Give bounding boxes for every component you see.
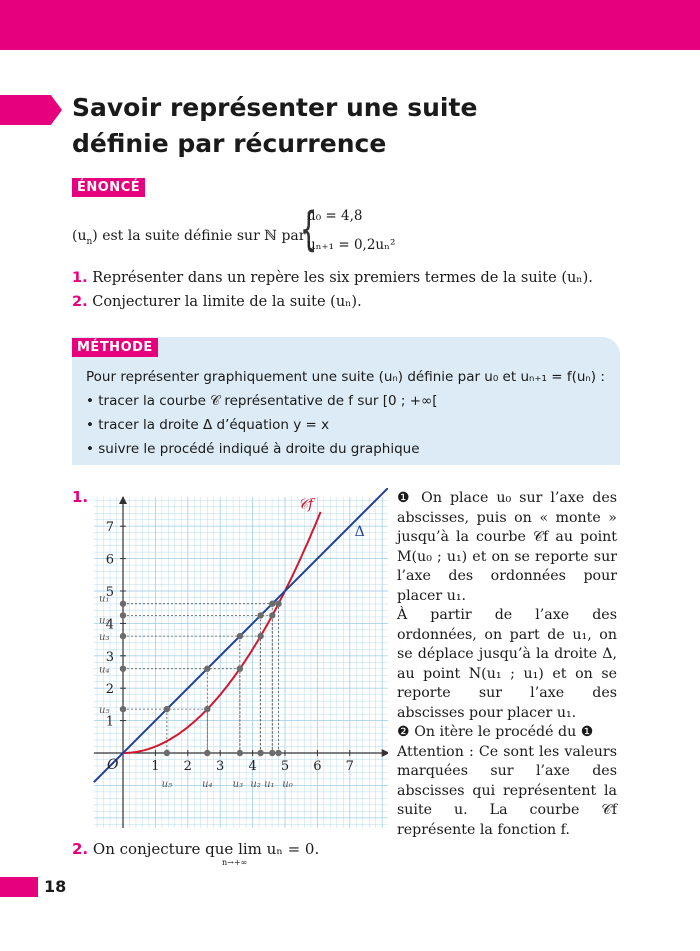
curve-cf [123,512,321,753]
methode-line: • tracer la courbe 𝒞 représentative de f sur [0 ; +∞[ [86,393,438,409]
x-term-label: u₀ [282,779,293,790]
methode-line: • suivre le procédé indiqué à droite du graphique [86,441,420,457]
methode-line: • tracer la droite Δ d’équation y = x [86,417,330,433]
line-point [257,612,263,618]
x-tick-label: 2 [183,759,192,774]
method-explanation [397,489,617,840]
curve-cf-label: 𝒞f [297,496,314,513]
y-term-label: u₅ [99,705,110,717]
statement-line: $(u_n)$ est la suite définie sur ℕ par [72,228,306,247]
curve-point [275,601,281,607]
line-point [269,601,275,607]
conclusion: 2. On conjecture que lim uₙ = 0. n→+∞ [72,840,320,867]
step-1-text: ❶ On place u₀ sur l’axe des abscisses, puis on « monte » jusqu’à la courbe 𝒞f au point M(u₀ ; u₁) et on se reporte sur l’axe des ordonnées pour placer u₁. [397,490,617,604]
curve-point [257,633,263,639]
y-axis-point [120,665,126,671]
y-axis-point [120,633,126,639]
x-tick-label: 3 [216,759,225,774]
system-brace: { [299,202,318,256]
x-tick-label: 4 [248,759,257,774]
limit-subscript: n→+∞ [222,858,248,867]
equation-initial: u₀ = 4,8 [307,208,363,224]
question-1: 1. Représenter dans un repère les six premiers termes de la suite (uₙ). [72,270,593,286]
enonce-label: ÉNONCÉ [72,178,145,197]
x-tick-label: 5 [280,759,290,774]
y-term-label: u₂ [99,615,110,627]
page-title: Savoir représenter une suite définie par récurrence [72,93,478,158]
y-axis-point [120,612,126,618]
x-axis-point [164,750,170,756]
methode-line: Pour représenter graphiquement une suite (uₙ) définie par u₀ et uₙ₊₁ = f(uₙ) : [86,369,605,385]
x-term-label: u₁ [264,779,275,790]
y-tick-label: 7 [105,520,114,536]
x-axis-point [237,750,243,756]
curve-point [237,665,243,671]
top-banner [0,0,700,50]
curve-point [204,706,210,712]
methode-content [86,365,605,461]
y-tick-label: 5 [105,585,114,600]
equation-recurrence: uₙ₊₁ = 0,2uₙ² [307,237,396,253]
y-term-label: u₃ [99,632,110,644]
step-1b-text: À partir de l’axe des ordonnées, on part de u₁, on se déplace jusqu’à la droite Δ, au point N(u₁ ; u₁) et on se reporte sur l’axe des abscisses pour placer u₁. [397,607,617,721]
curve-point [269,612,275,618]
solution-number: 1. [72,488,89,506]
x-axis-point [257,750,263,756]
x-tick-label: 6 [313,759,322,774]
line-point [164,706,170,712]
title-arrow-marker [0,95,62,125]
y-term-label: u₄ [99,664,110,676]
origin-label: O [107,757,119,773]
line-point [237,633,243,639]
methode-label: MÉTHODE [72,338,158,357]
cobweb-chart [88,488,388,828]
page-number: 18 [44,877,67,896]
x-axis-point [269,750,275,756]
x-tick-label: 7 [345,759,354,774]
x-tick-label: 1 [151,759,160,774]
step-2-text: ❷ On itère le procédé du ❶ [397,724,594,740]
y-tick-label: 6 [105,552,114,568]
y-tick-label: 3 [105,649,114,665]
x-term-label: u₂ [250,779,261,790]
question-2: 2. Conjecturer la limite de la suite (uₙ). [72,294,362,310]
y-tick-label: 2 [105,682,114,698]
line-delta-label: Δ [354,523,365,540]
x-axis-arrow [382,749,388,757]
y-tick-label: 1 [105,714,114,730]
y-term-label: u₁ [99,593,110,605]
y-axis-point [120,706,126,712]
y-axis-arrow [119,496,127,504]
x-term-label: u₃ [232,779,244,790]
x-term-label: u₅ [161,779,173,790]
x-term-label: u₄ [202,779,213,790]
attention-text: Attention : Ce sont les valeurs marquées sur l’axe des abscisses qui représentent la suite u. La courbe 𝒞f représente la fonction f. [397,743,617,838]
footer-bar [0,877,38,897]
x-axis-point [275,750,281,756]
y-axis-point [120,601,126,607]
x-axis-point [204,750,210,756]
y-tick-label: 4 [105,617,114,633]
line-point [204,665,210,671]
